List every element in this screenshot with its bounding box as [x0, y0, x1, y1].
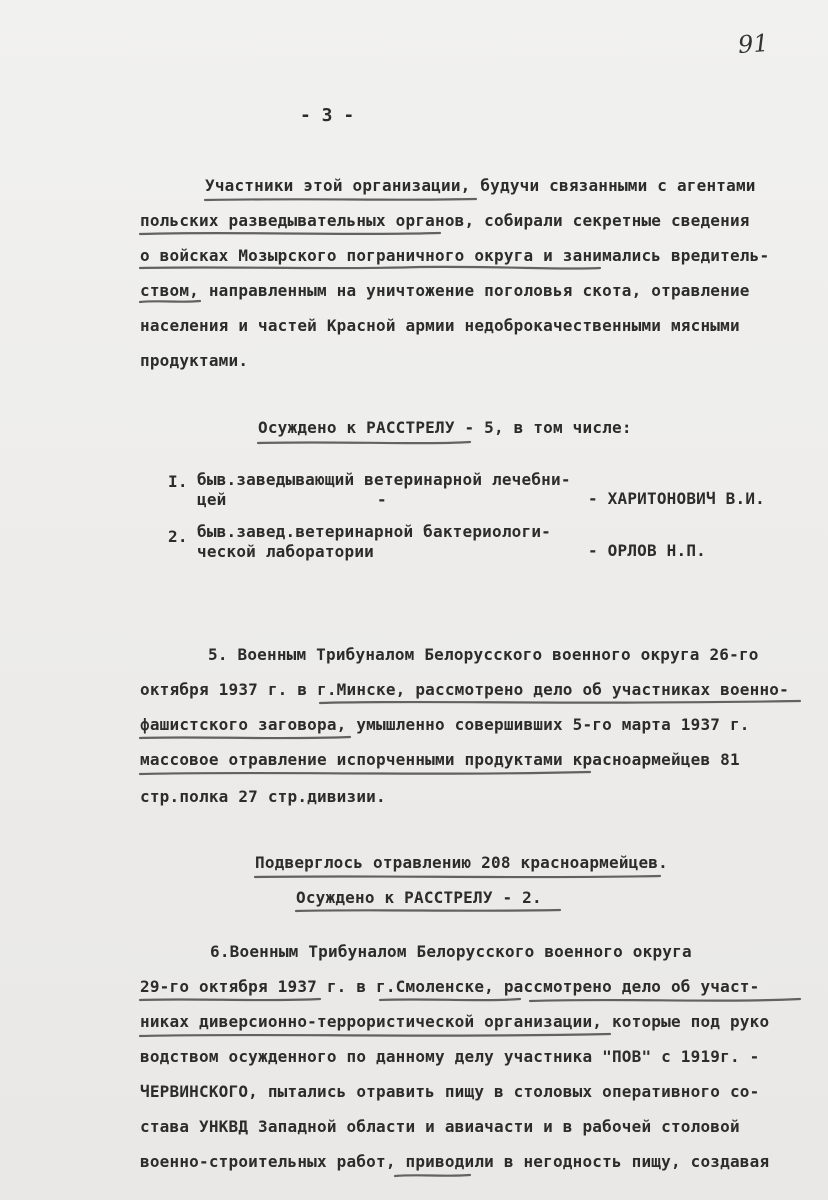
paragraph5-line: стр.полка 27 стр.дивизии. — [140, 787, 386, 806]
underline-mark — [140, 737, 350, 738]
underline-mark — [380, 999, 520, 1000]
underline-mark — [140, 1034, 610, 1036]
underline-mark — [140, 999, 320, 1000]
convicted-name: - ОРЛОВ Н.П. — [588, 541, 706, 560]
paragraph6-line: ЧЕРВИНСКОГО, пытались отравить пищу в столовых оперативного со- — [140, 1082, 760, 1101]
paragraph6-line: водством осужденного по данному делу участника "ПОВ" с 1919г. - — [140, 1047, 760, 1066]
item-title-line: ческой лаборатории — [197, 542, 374, 561]
paragraph6-line: 6.Военным Трибуналом Белорусского военного округа — [210, 942, 692, 961]
paragraph1-line: ством, направленным на уничтожение поголовья скота, отравление — [140, 281, 750, 300]
item-title-line: цей — [197, 490, 227, 509]
underline-mark — [255, 876, 660, 877]
sentence-heading: Осуждено к РАССТРЕЛУ - 2. — [296, 888, 542, 907]
sentence-heading: Осуждено к РАССТРЕЛУ - 5, в том числе: — [258, 418, 632, 437]
paragraph5-line: фашистского заговора, умышленно совершивших 5-го марта 1937 г. — [140, 715, 750, 734]
underline-mark — [140, 267, 600, 269]
poisoned-count-line: Подверглось отравлению 208 красноармейцев. — [255, 853, 668, 872]
convicted-name: - ХАРИТОНОВИЧ В.И. — [588, 489, 765, 508]
handwritten-page-number: 91 — [737, 28, 770, 60]
paragraph6-line: никах диверсионно-террористической организации, которые под руко — [140, 1012, 770, 1031]
item-title-line: быв.завед.ветеринарной бактериологи- — [197, 522, 551, 541]
underline-mark — [258, 442, 470, 443]
paragraph1-line: польских разведывательных органов, собирали секретные сведения — [140, 211, 750, 230]
paragraph1-line: населения и частей Красной армии недоброкачественными мясными — [140, 316, 740, 335]
paragraph1-line: о войсках Мозырского пограничного округа и занимались вредитель- — [140, 246, 770, 265]
underline-mark — [140, 772, 590, 774]
paragraph6-line: военно-строительных работ, приводили в негодность пищу, создавая — [140, 1152, 770, 1171]
paragraph1-line: продуктами. — [140, 351, 249, 370]
underline-mark — [140, 301, 200, 302]
item-number: 2. — [168, 527, 188, 546]
paragraph6-line: 29-го октября 1937 г. в г.Смоленске, рассмотрено дело об участ- — [140, 977, 760, 996]
paragraph5-line: октября 1937 г. в г.Минске, рассмотрено дело об участниках военно- — [140, 680, 789, 699]
underline-mark — [140, 233, 440, 234]
paragraph5-line: массовое отравление испорченными продуктами красноармейцев 81 — [140, 750, 740, 769]
underline-mark — [296, 910, 560, 911]
item-number: I. — [168, 472, 188, 491]
underline-mark — [395, 1175, 470, 1176]
item-dash: - — [377, 490, 387, 509]
underline-mark — [530, 999, 800, 1001]
paragraph1-line: Участники этой организации, будучи связанными с агентами — [205, 176, 756, 195]
page-number: - 3 - — [300, 105, 355, 126]
underline-mark — [320, 701, 800, 703]
item-title-line: быв.заведывающий ветеринарной лечебни- — [197, 470, 571, 489]
paragraph6-line: става УНКВД Западной области и авиачасти и в рабочей столовой — [140, 1117, 740, 1136]
paragraph5-line: 5. Военным Трибуналом Белорусского военного округа 26-го — [208, 645, 759, 664]
underline-mark — [205, 199, 476, 200]
